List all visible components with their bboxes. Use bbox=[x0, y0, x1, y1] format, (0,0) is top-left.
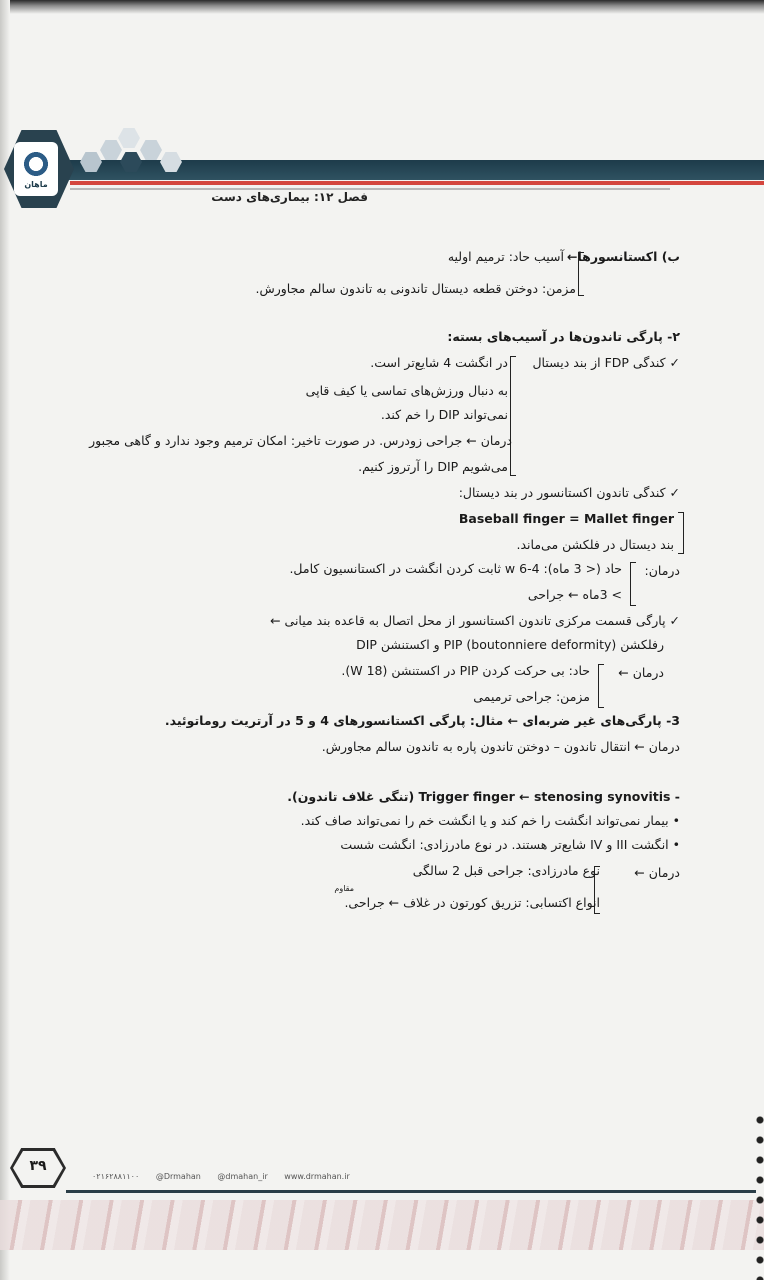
extensor-tx-late: > 3ماه ← جراحی bbox=[527, 587, 622, 602]
section-b-acute: آسیب حاد: ترمیم اولیه bbox=[447, 249, 564, 264]
bracket bbox=[678, 512, 684, 554]
fdp-line-4: درمان ← جراحی زودرس. در صورت تاخیر: امکان ترمیم وجود ندارد و گاهی مجبور bbox=[89, 433, 512, 448]
central-slip-line-2: رفلکشن PIP (boutonniere deformity) و اکستنشن DIP bbox=[356, 637, 664, 652]
central-slip-tx-acute: حاد: بی حرکت کردن PIP در اکستنشن (18 W). bbox=[341, 663, 590, 678]
extensor-line-2: بند دیستال در فلکشن می‌ماند. bbox=[516, 537, 674, 552]
telegram-text: @Drmahan bbox=[155, 1172, 201, 1181]
trigger-tx-resistant-note: مقاوم bbox=[334, 884, 354, 893]
trigger-tx-label: درمان ← bbox=[634, 865, 680, 880]
bracket bbox=[510, 356, 516, 476]
extensor-tx-label: درمان: bbox=[644, 563, 680, 578]
hex-decoration bbox=[140, 140, 162, 160]
bracket bbox=[630, 562, 636, 606]
page-shadow-left bbox=[0, 0, 10, 1280]
bracket bbox=[578, 252, 584, 296]
header-red-stripe bbox=[70, 181, 764, 185]
extensor-tx-acute: حاد (< 3 ماه): 4-6 w ثابت کردن انگشت در اکستانسیون کامل. bbox=[289, 561, 622, 576]
website-text: www.drmahan.ir bbox=[284, 1172, 350, 1181]
instagram-text: @dmahan_ir bbox=[217, 1172, 268, 1181]
page-number: ۳۹ bbox=[29, 1158, 47, 1174]
page-shadow bbox=[0, 0, 764, 14]
fdp-line-2: به دنبال ورزش‌های تماسی یا کیف قاپی bbox=[305, 383, 508, 398]
trigger-tx-congenital: نوع مادرزادی: جراحی قبل 2 سالگی bbox=[412, 863, 600, 878]
footer-rule bbox=[66, 1190, 756, 1193]
logo-text: ماهان bbox=[24, 180, 48, 189]
fdp-line-5: می‌شویم DIP را آرتروز کنیم. bbox=[358, 459, 508, 474]
bracket bbox=[598, 664, 604, 708]
trigger-tx-acquired: انواع اکتسابی: تزریق کورتون در غلاف ← جراحی. bbox=[344, 895, 600, 910]
section-3-title: 3- پارگی‌های غیر ضربه‌ای ← مثال: پارگی اکستانسورهای 4 و 5 در آرتریت روماتوئید. bbox=[164, 713, 680, 728]
section-3-treatment: درمان ← انتقال تاندون – دوختن تاندون پاره به تاندون سالم مجاورش. bbox=[321, 739, 680, 754]
extensor-line-1: Baseball finger = Mallet finger bbox=[458, 511, 674, 526]
section-b-chronic: مزمن: دوختن قطعه دیستال تاندونی به تاندون سالم مجاورش. bbox=[255, 281, 576, 296]
section-b-label: ب) اکستانسورها← bbox=[567, 249, 680, 264]
fdp-heading: ✓ کندگی FDP از بند دیستال bbox=[532, 355, 680, 370]
trigger-finger-title: - Trigger finger ← stenosing synovitis (تنگی غلاف تاندون). bbox=[287, 789, 680, 804]
binding-holes bbox=[756, 1110, 764, 1280]
chapter-title: فصل ۱۲: بیماری‌های دست bbox=[211, 190, 368, 204]
hex-decoration bbox=[118, 128, 140, 148]
central-slip-tx-chronic: مزمن: جراحی ترمیمی bbox=[473, 689, 590, 704]
fdp-line-1: در انگشت 4 شایع‌تر است. bbox=[370, 355, 508, 370]
central-slip-heading: ✓ پارگی قسمت مرکزی تاندون اکستانسور از محل اتصال به قاعده بند میانی ← bbox=[270, 613, 680, 628]
fdp-line-3: نمی‌تواند DIP را خم کند. bbox=[380, 407, 508, 422]
header-thin-rule bbox=[70, 188, 670, 190]
central-slip-tx-label: درمان ← bbox=[618, 665, 664, 680]
hex-decoration bbox=[100, 140, 122, 160]
trigger-bullet-1: • بیمار نمی‌تواند انگشت را خم کند و یا انگشت خم را نمی‌تواند صاف کند. bbox=[300, 813, 680, 828]
footer-contacts bbox=[92, 1172, 364, 1181]
footer-decorative-strip bbox=[0, 1200, 764, 1250]
extensor-heading: ✓ کندگی تاندون اکستانسور در بند دیستال: bbox=[458, 485, 680, 500]
phone-text: ۰۲۱۶۲۸۸۱۱۰۰ bbox=[92, 1172, 140, 1181]
tooth-icon bbox=[22, 150, 50, 178]
section-2-title: ۲- پارگی تاندون‌ها در آسیب‌های بسته: bbox=[447, 329, 680, 344]
trigger-bullet-2: • انگشت III و IV شایع‌تر هستند. در نوع مادرزادی: انگشت شست bbox=[340, 837, 680, 852]
